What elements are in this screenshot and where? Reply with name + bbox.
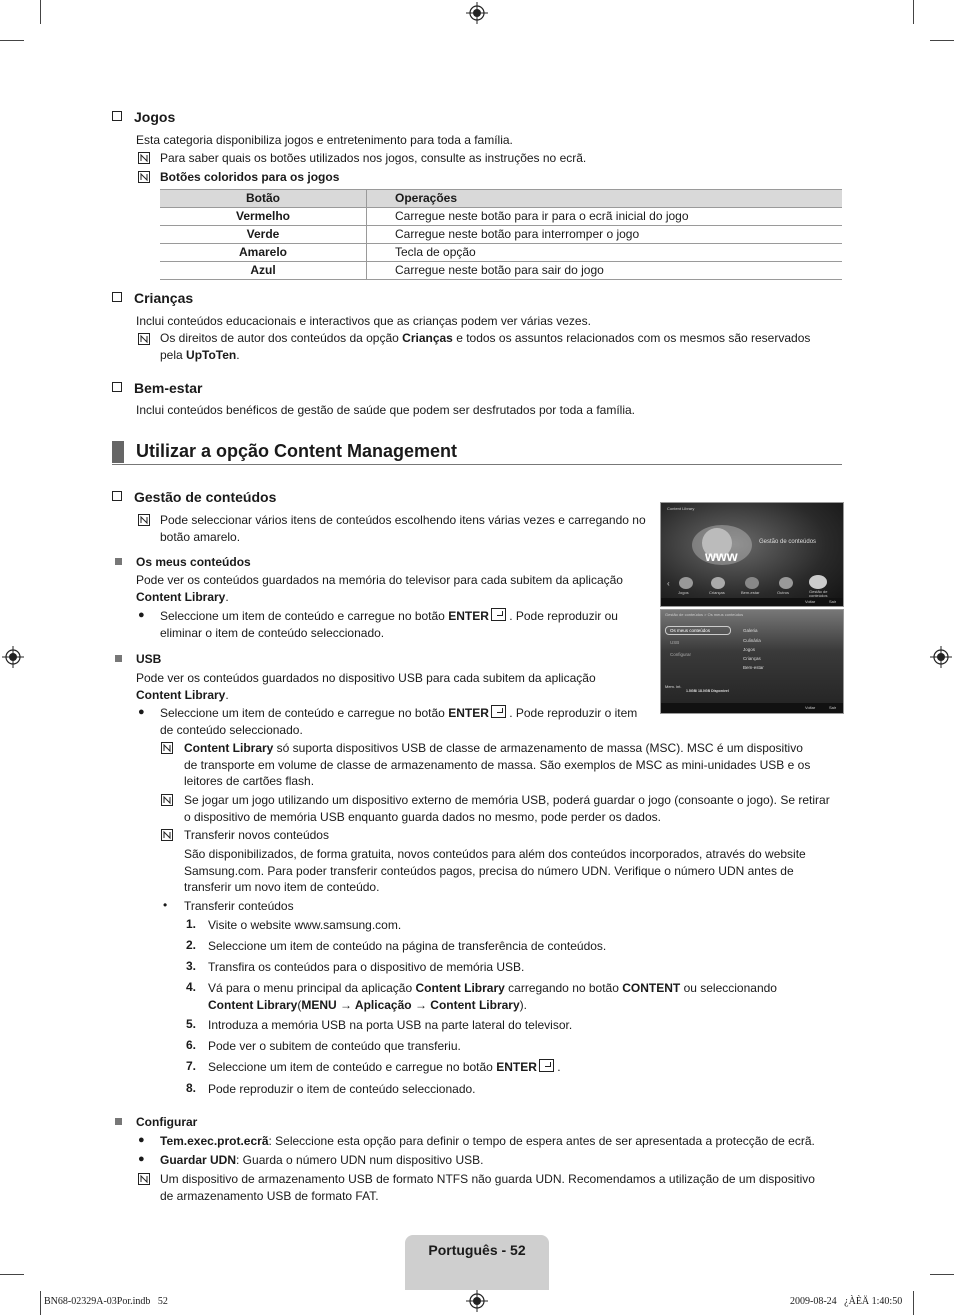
shot2-bottom-bar xyxy=(661,703,843,713)
tv-screenshot-content-library xyxy=(660,502,844,607)
shot2-selected-item: Os meus conteúdos xyxy=(665,626,731,635)
enter-icon xyxy=(491,608,506,621)
table-row: Amarelo Tecla de opção xyxy=(160,244,842,262)
heading-usb: USB xyxy=(136,652,162,666)
shot2-title: Gestão de conteúdos > Os meus conteúdos xyxy=(665,612,744,617)
step-number: 6. xyxy=(186,1038,197,1052)
heading-config: Configurar xyxy=(136,1115,198,1129)
shot1-title: Content Library xyxy=(667,506,695,511)
buttons-table xyxy=(160,189,842,280)
shot2-exit: Sair xyxy=(829,705,837,710)
bemestar-desc: Inclui conteúdos benéficos de gestão de saúde que podem ser desfrutados por toda a família. xyxy=(136,403,635,417)
config-note: Um dispositivo de armazenamento USB de formato NTFS não guarda UDN. Recomendamos a utilização de um dispositivo de armazenamento USB de formato FAT. xyxy=(160,1172,815,1203)
note-icon xyxy=(138,171,150,183)
chevron-left-icon: ‹ xyxy=(667,579,670,588)
section-underline xyxy=(112,464,842,465)
table-row: Vermelho Carregue neste botão para ir para o ecrã inicial do jogo xyxy=(160,208,842,226)
step-number: 4. xyxy=(186,980,197,994)
note-icon xyxy=(161,742,173,754)
note-icon xyxy=(138,1173,150,1185)
registration-mark-icon xyxy=(2,646,24,668)
tv-screenshot-my-contents xyxy=(660,609,844,714)
shot2-left-panel: Os meus conteúdos USB Configurar Mem. int. 1.5GB/ 18.0GB Disponível xyxy=(664,622,730,700)
step-3: Transfira os conteúdos para o dispositivo de memória USB. xyxy=(208,960,525,974)
shot1-bottom-bar xyxy=(661,598,843,606)
step-6: Pode ver o subitem de conteúdo que transferiu. xyxy=(208,1039,461,1053)
bullet-dot-icon: ● xyxy=(138,1134,145,1146)
crop-mark xyxy=(930,40,954,41)
svg-text:www: www xyxy=(705,548,738,564)
step-7: Seleccione um item de conteúdo e carregue no botão ENTER . xyxy=(208,1060,561,1074)
step-number: 2. xyxy=(186,938,197,952)
games-icon xyxy=(679,577,693,589)
usb-desc: Pode ver os conteúdos guardados no dispositivo USB para cada subitem da aplicação Content Library. xyxy=(136,671,596,702)
note-icon xyxy=(138,152,150,164)
print-date: 2009-08-24 ¿ÀÈÄ 1:40:50 xyxy=(790,1296,903,1307)
page-number: Português - 52 xyxy=(428,1242,526,1258)
shot2-back: Voltar xyxy=(805,705,816,710)
note-icon xyxy=(161,794,173,806)
crop-mark xyxy=(0,40,24,41)
meus-desc: Pode ver os conteúdos guardados na memória do televisor para cada subitem da aplicação Content Library. xyxy=(136,573,623,604)
heading-meus: Os meus conteúdos xyxy=(136,555,251,569)
crop-mark xyxy=(0,1274,24,1275)
registration-mark-icon xyxy=(466,2,488,24)
step-5: Introduza a memória USB na porta USB na parte lateral do televisor. xyxy=(208,1018,573,1032)
section-bar xyxy=(112,441,124,463)
jogos-note2: Botões coloridos para os jogos xyxy=(160,170,340,184)
meus-bullet: Seleccione um item de conteúdo e carregue no botão ENTER . Pode reproduzir ou eliminar o item de conteúdo seleccionado. xyxy=(160,609,618,640)
criancas-note: Os direitos de autor dos conteúdos da opção Crianças e todos os assuntos relacionados com os mesmos são reservados pela UpToTen. xyxy=(160,331,811,362)
table-header-row xyxy=(160,190,842,208)
crop-mark xyxy=(913,1291,914,1315)
heading-gestao: Gestão de conteúdos xyxy=(112,489,276,505)
shot2-right-list: Galeria Culinária Jogos Crianças Bem-estar xyxy=(743,628,764,670)
usb-paragraph: São disponibilizados, de forma gratuita, novos conteúdos para além dos conteúdos incorporados, através do website Samsung.com. Para poder transferir conteúdos pagos, precisa do número UDN. Verifique o número UDN antes de transferir um novo item de conteúdo. xyxy=(184,847,806,894)
bullet-dot-icon: ● xyxy=(138,706,145,718)
usb-note2: Se jogar um jogo utilizando um dispositivo externo de memória USB, poderá guardar o jogo (consoante o jogo). Se retirar o dispositivo de memória USB enquanto guarda dados no mesmo, pode perder os dados. xyxy=(184,793,830,824)
gestao-note: Pode seleccionar vários itens de conteúdos escolhendo itens várias vezes e carregando no botão amarelo. xyxy=(160,513,646,544)
jogos-note1: Para saber quais os botões utilizados nos jogos, consulte as instruções no ecrã. xyxy=(160,151,587,165)
crop-mark xyxy=(913,0,914,24)
shot1-exit: Sair xyxy=(829,599,837,604)
table-row: Azul Carregue neste botão para sair do jogo xyxy=(160,262,842,280)
jogos-desc: Esta categoria disponibiliza jogos e entretenimento para toda a família. xyxy=(136,133,513,147)
note-icon xyxy=(161,829,173,841)
www-logo-icon xyxy=(687,521,757,567)
shot1-icon-row: Jogos Crianças Bem-estar Outros Gestão de conteúdos xyxy=(675,575,839,597)
square-bullet-icon xyxy=(115,1118,122,1125)
registration-mark-icon xyxy=(466,1290,488,1312)
note-icon xyxy=(138,514,150,526)
step-8: Pode reproduzir o item de conteúdo seleccionado. xyxy=(208,1082,476,1096)
crop-mark xyxy=(930,1274,954,1275)
crop-mark xyxy=(40,0,41,24)
content-manager-icon xyxy=(809,575,827,589)
usb-note1: Content Library só suporta dispositivos USB de classe de armazenamento de massa (MSC). MSC é um dispositivo de transporte em volume de classe de armazenamento de massa. São exemplos de MSC as mini-unidades USB e os leitores de cartões flash. xyxy=(184,741,811,788)
table-header-ops: Operações xyxy=(367,190,843,208)
step-number: 5. xyxy=(186,1017,197,1031)
heading-criancas: Crianças xyxy=(112,290,193,306)
step-number: 7. xyxy=(186,1059,197,1073)
step-number: 8. xyxy=(186,1081,197,1095)
step-number: 3. xyxy=(186,959,197,973)
section-title: Utilizar a opção Content Management xyxy=(136,441,458,461)
wellness-icon xyxy=(745,577,759,589)
crop-mark xyxy=(40,1291,41,1315)
others-icon xyxy=(779,577,793,589)
registration-mark-icon xyxy=(930,646,952,668)
enter-icon xyxy=(539,1059,554,1072)
step-2: Seleccione um item de conteúdo na página de transferência de conteúdos. xyxy=(208,939,607,953)
step-4: Vá para o menu principal da aplicação Content Library carregando no botão CONTENT ou seleccionando Content Library(MENU → Aplicação → Content Library). xyxy=(208,981,777,1012)
config-bullet2: Guardar UDN: Guarda o número UDN num dispositivo USB. xyxy=(160,1153,484,1167)
step-number: 1. xyxy=(186,917,197,931)
heading-bemestar: Bem-estar xyxy=(112,380,202,396)
square-bullet-icon xyxy=(115,655,122,662)
small-bullet-icon: • xyxy=(163,898,168,912)
shot1-center-label: Gestão de conteúdos xyxy=(759,539,817,545)
usb-bullet: Seleccione um item de conteúdo e carregue no botão ENTER . Pode reproduzir o item de conteúdo seleccionado. xyxy=(160,706,638,737)
usb-note3: Transferir novos conteúdos xyxy=(184,828,329,842)
shot1-back: Voltar xyxy=(805,599,816,604)
enter-icon xyxy=(491,705,506,718)
config-bullet1: Tem.exec.prot.ecrã: Seleccione esta opção para definir o tempo de espera antes de ser apresentada a protecção de ecrã. xyxy=(160,1134,815,1148)
bullet-dot-icon: ● xyxy=(138,609,145,621)
table-row: Verde Carregue neste botão para interromper o jogo xyxy=(160,226,842,244)
usb-dot-item: Transferir conteúdos xyxy=(184,899,294,913)
square-bullet-icon xyxy=(115,558,122,565)
table-header-button: Botão xyxy=(160,190,367,208)
file-label: BN68-02329A-03Por.indb 52 xyxy=(44,1296,168,1307)
step-1: Visite o website www.samsung.com. xyxy=(208,918,402,932)
note-icon xyxy=(138,333,150,345)
kids-icon xyxy=(711,577,725,589)
bullet-dot-icon: ● xyxy=(138,1153,145,1165)
heading-jogos: Jogos xyxy=(112,109,175,125)
criancas-desc: Inclui conteúdos educacionais e interactivos que as crianças podem ver várias vezes. xyxy=(136,314,591,328)
